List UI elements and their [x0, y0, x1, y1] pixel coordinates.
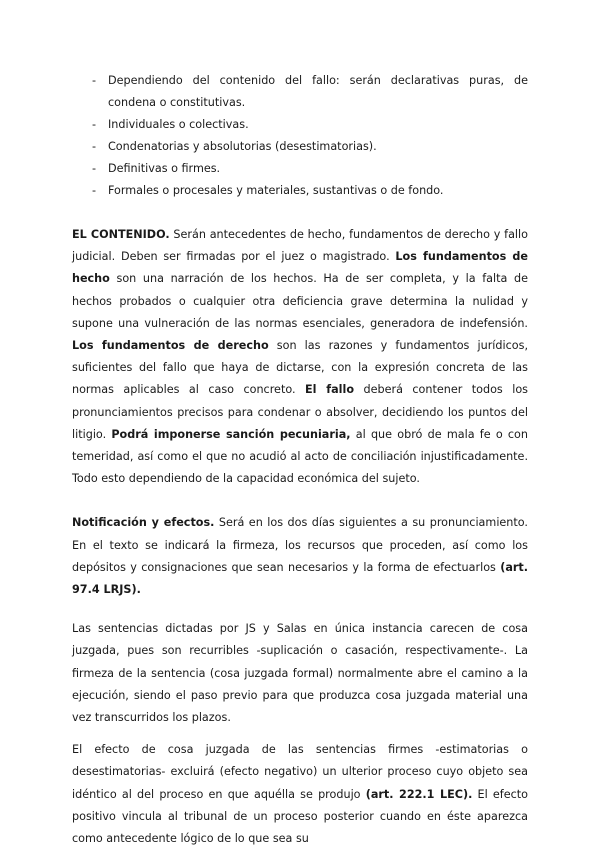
article-reference: (art. 97.4 LRJS).: [72, 560, 528, 597]
paragraph-text: El efecto positivo vincula al tribunal de un proceso posterior cuando en éste aparezca como antecedente lógico de lo que sea su: [72, 787, 528, 846]
list-item: - Definitivas o firmes.: [92, 158, 528, 180]
list-item: - Individuales o colectivas.: [92, 114, 528, 136]
notificacion-heading: Notificación y efectos.: [72, 516, 215, 530]
paragraph-text: deberá contener todos los pronunciamientos precisos para condenar o absolver, decidiendo los puntos del litigio.: [72, 383, 528, 441]
paragraph-text: El efecto de cosa juzgada de las sentencias firmes -estimatorias o desestimatorias- excluirá (efecto negativo) un ulterior proceso cuyo objeto sea idéntico al del proceso en que aquélla se produjo: [72, 743, 528, 801]
contenido-heading: EL CONTENIDO.: [72, 228, 170, 241]
paragraph-text: son una narración de los hechos. Ha de ser completa, y la falta de hechos probados o cualquier otra deficiencia grave determina la nulidad y supone una vulneración de las normas esenciales, generadora de indefensión.: [72, 272, 528, 330]
bold-term: Los fundamentos de derecho: [72, 339, 269, 353]
efecto-paragraph: [72, 739, 528, 850]
bold-term: El fallo: [305, 383, 355, 397]
sentencias-paragraph: Las sentencias dictadas por JS y Salas en única instancia carecen de cosa juzgada, pues son recurribles -suplicación o casación, respectivamente-. La firmeza de la sentencia (cosa juzgada formal) normalmente abre el camino a la ejecución, siendo el paso previo para que produzca cosa juzgada material una vez transcurridos los plazos.: [72, 622, 528, 725]
paragraph-text: Serán antecedentes de hecho, fundamentos de derecho y fallo judicial. Deben ser firmadas por el juez o magistrado.: [72, 228, 528, 264]
paragraph-text: Será en los dos días siguientes a su pronunciamiento. En el texto se indicará la firmeza, los recursos que proceden, así como los depósitos y consignaciones que sean necesarios y la forma de efectuarlos: [72, 516, 528, 574]
bold-term: Podrá imponerse sanción pecuniaria,: [111, 427, 351, 441]
contenido-paragraph: [72, 224, 528, 490]
paragraph-text: son las razones y fundamentos jurídicos, suficientes del fallo que haya de dictarse, con la expresión concreta de las normas aplicables al caso concreto.: [72, 339, 528, 397]
list-item: - Formales o procesales y materiales, sustantivas o de fondo.: [92, 180, 528, 202]
article-reference: (art. 222.1 LEC).: [365, 787, 473, 801]
list-item: - Condenatorias y absolutorias (desestimatorias).: [92, 136, 528, 158]
list-item: - Dependiendo del contenido del fallo: serán declarativas puras, de condena o constitutivas.: [92, 70, 528, 114]
bold-term: Los fundamentos de hecho: [72, 250, 528, 286]
paragraph-text: al que obró de mala fe o con temeridad, así como el que no acudió al acto de conciliación injustificadamente. Todo esto dependiendo de la capacidad económica del sujeto.: [72, 427, 528, 486]
sentence-types-list: [92, 70, 528, 202]
notificacion-paragraph: [72, 512, 528, 601]
